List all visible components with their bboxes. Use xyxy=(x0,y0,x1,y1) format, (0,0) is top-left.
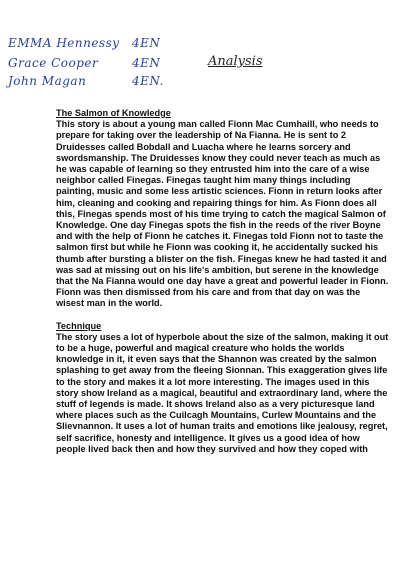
student-name-2: Grace Cooper xyxy=(8,56,99,70)
section-body: This story is about a young man called Fionn Mac Cumhaill, who needs to prepare for taking over the leadership of Na Fianna. He is sent to 2 Druidesses called Bobdall and Luacha where he learns sorcery and swordsmanship. The Druidesses know they could never teach as much as he was capable of learning so they entrusted him into the care of a wise neighbor called Finegas. Finegas taught him many things including painting, music and some less artistic sciences. Fionn in return looks after him, cleaning and cooking and repairing things for him. As Fionn does all this, Finegas spends most of his time trying to catch the magical Salmon of Knowledge. One day Finegas spots the fish in the reeds of the river Boyne and with the help of Fionn he catches it. Finegas told Fionn not to taste the salmon first but while he Fionn was cooking it, he accidentally sucked his thumb after bursting a blister on the fish. Finegas knew he had tasted it and was sad at missing out on his life's ambition, but serene in the knowledge that the Na Fianna would one day have a great and powerful leader in Fionn. Fionn was then dismissed from his care and from that day on was the wisest man in the world. xyxy=(56,119,389,309)
student-name-3: John Magan xyxy=(8,74,87,88)
section-body: The story uses a lot of hyperbole about the size of the salmon, making it out to be a huge, powerful and magical creature who holds the worlds knowledge in it, it even says that the Shannon was created by the salmon splashing to get away from the fleeing Sionnan. This exaggeration gives life to the story and makes it a lot more interesting. The images used in this story show Ireland as a magical, beautiful and extraordinary land, where the stuff of legends is made. It shows Ireland also as a very picturesque land where places such as the Cuilcagh Mountains, Curlew Mountains and the Slievnannon. It uses a lot of human traits and emotions like jealousy, regret, self sacrifice, honesty and intelligence. It gives us a good idea of how people lived back then and how they survived and how they coped with xyxy=(56,331,389,454)
section-heading: The Salmon of Knowledge xyxy=(56,108,171,118)
analysis-label: Analysis xyxy=(208,54,263,69)
student-form-1: 4EN xyxy=(132,36,161,50)
student-form-3: 4EN. xyxy=(132,74,164,88)
section-heading: Technique xyxy=(56,320,102,331)
section-spacer xyxy=(56,310,390,321)
student-name-1: EMMA Hennessy xyxy=(8,36,120,50)
student-form-2: 4EN xyxy=(132,56,161,70)
document-body xyxy=(56,108,390,455)
